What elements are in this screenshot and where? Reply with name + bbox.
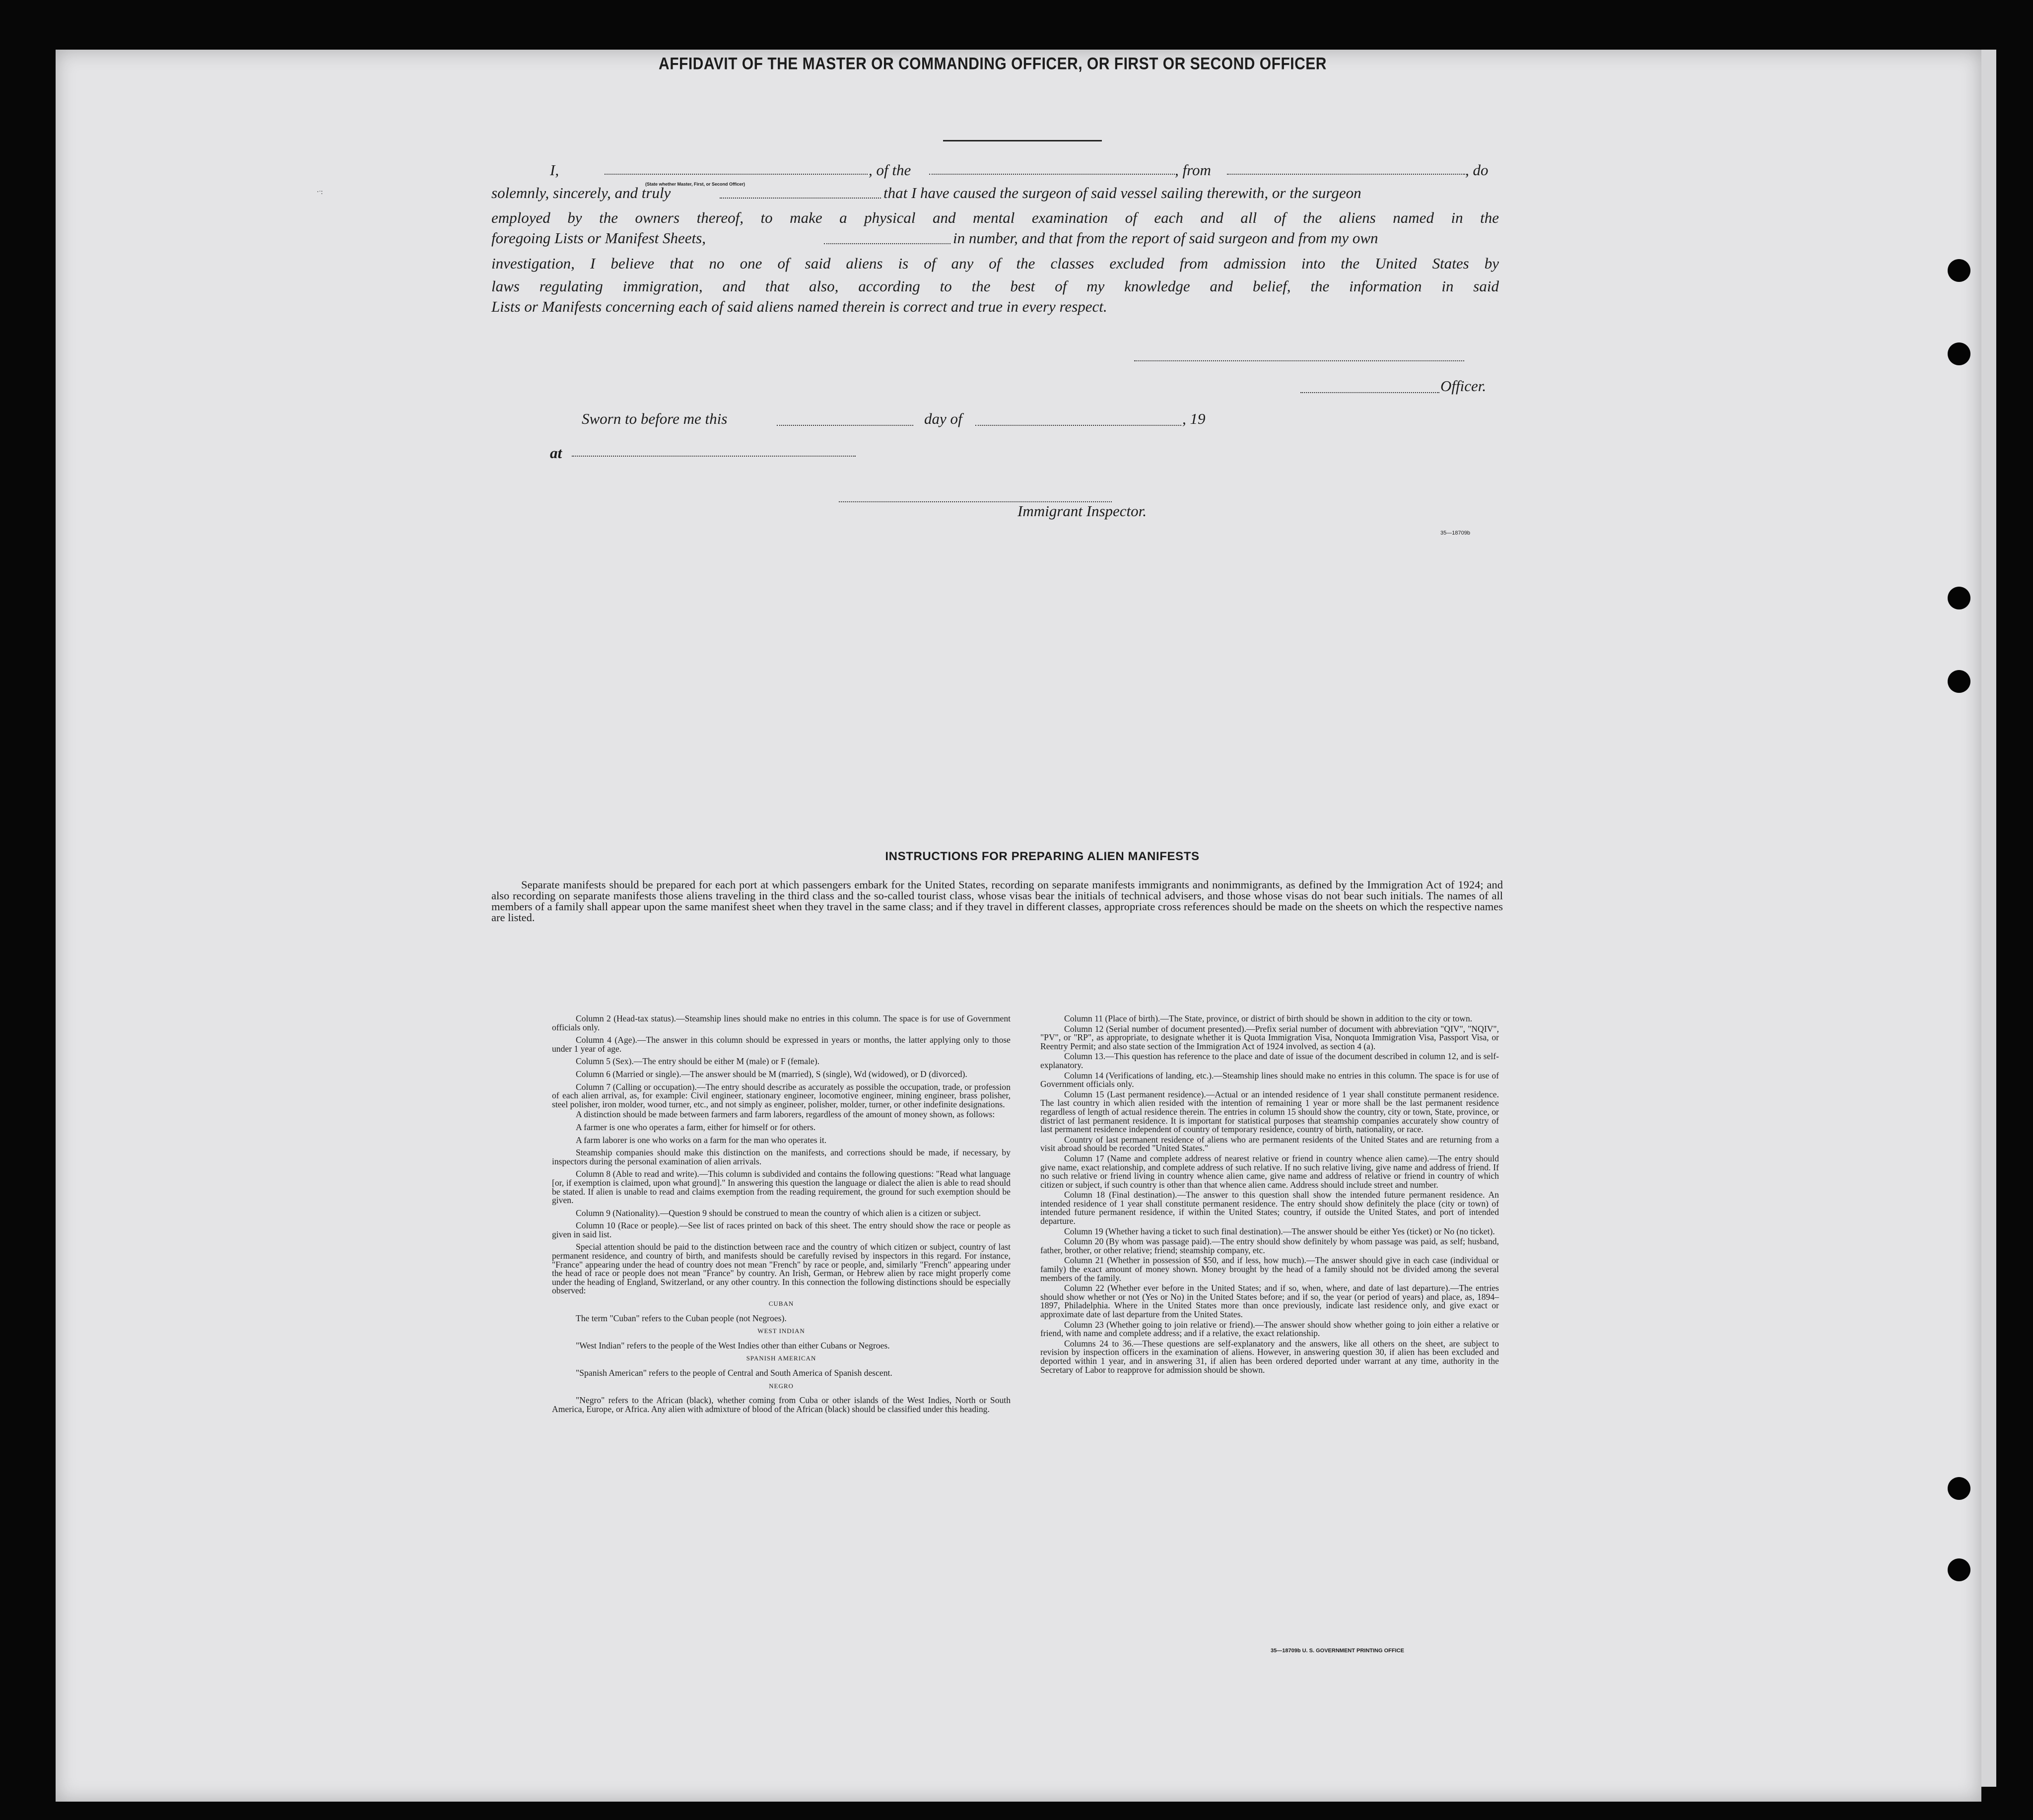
punch-hole [1948, 587, 1970, 609]
instruction-col17: Column 17 (Name and complete address of nearest relative or friend in country whence alien came).—The entry should give name, exact relationship, and complete address of such relative. If no such relative living, give name and address of friend. If no such relative or friend living in country whence alien came, give name and address of relative or friend in country of which citizen or subject, if such country is other than that whence alien came. Address should include street and number. [1040, 1153, 1499, 1190]
instruction-col24-36: Columns 24 to 36.—These questions are self-explanatory and the answers, like all others on the sheet, are subject to revision by inspection officers in the examination of aliens. However, in answering question 30, if alien has been excluded and deported within 1 year, and in answering 31, if alien has been ordered deported under warrant at any time, authority in the Secretary of Labor to reapprove for admission should be shown. [1040, 1338, 1499, 1375]
intro-paragraph: Separate manifests should be prepared for each port at which passengers embark for the United States, recording on separate manifests immigrants and nonimmigrants, as defined by the Immigration Act of 1924; and also recording on separate manifests those aliens traveling in the third class and the so-called tourist class, whose visas bear the initials of technical advisers, and those whose visas do not bear such initials. The names of all members of a family shall appear upon the same manifest sheet when they travel in the same class; and if they travel in different classes, appropriate cross references should be made on the sheets on which the respective names are listed. [491, 878, 1503, 924]
officer-label: Officer. [1440, 377, 1487, 395]
sworn-label: Sworn to before me this [582, 410, 728, 427]
officer-rank-note: (State whether Master, First, or Second Officer) [645, 182, 745, 187]
instruction-col9: Column 9 (Nationality).—Question 9 should be construed to mean the country of which alien is a citizen or subject. [576, 1208, 981, 1218]
instruction-col2: Column 2 (Head-tax status).—Steamship lines should make no entries in this column. The space is for use of Government officials only. [552, 1013, 1011, 1032]
affidavit-line5: investigation, I believe that no one of said aliens is of any of the classes excluded from admission into the United States by [491, 255, 1499, 272]
instruction-returning-residents: Country of last permanent residence of aliens who are permanent residents of the United States and are returning from a visit abroad should be recorded "United States." [1040, 1134, 1499, 1153]
officer-signature-line[interactable] [1134, 360, 1464, 361]
instruction-col5: Column 5 (Sex).—The entry should be either M (male) or F (female). [576, 1056, 820, 1067]
instruction-col21: Column 21 (Whether in possession of $50, and if less, how much).—The answer should give in each case (individual or family) the exact amount of money shown. Money brought by the head of a family should not be divided among the several members of the family. [1040, 1255, 1499, 1283]
affidavit-of-the: , of the [869, 161, 911, 179]
officer-title-line[interactable] [1300, 392, 1439, 393]
instruction-farmer: A farmer is one who operates a farm, either for himself or for others. [576, 1122, 816, 1132]
punch-hole [1948, 670, 1970, 693]
punch-hole [1948, 1477, 1970, 1500]
instruction-special-attention: Special attention should be paid to the distinction between race and the country of which citizen or subject, country of last permanent residence, and country of birth, and manifests should be carefully revised by inspectors in this regard. For instance, "France" appearing under the head of country does not mean "French" by race or people, and, similarly "French" appearing under the head of race or people does not mean "France" by country. An Irish, German, or Hebrew alien by race might properly come under the heading of England, Switzerland, or any other country. In this connection the following distinctions should be especially observed: [552, 1242, 1011, 1296]
instruction-col12: Column 12 (Serial number of document presented).—Prefix serial number of document with abbreviation "QIV", "NQIV", "PV", or "RP", as appropriate, to designate whether it is Quota Immigration Visa, Nonquota Immigration Visa, Passport Visa, or Reentry Permit; and also state section of the Immigration Act of 1924 involved, as section 4 (a). [1040, 1023, 1499, 1051]
instruction-col6: Column 6 (Married or single).—The answer should be M (married), S (single), Wd (widowed), or D (divorced). [576, 1069, 967, 1079]
affidavit-from: , from [1175, 161, 1211, 179]
port-blank[interactable] [1227, 174, 1465, 175]
affidavit-line2: that I have caused the surgeon of said vessel sailing therewith, or the surgeon [883, 184, 1361, 202]
day-of-label: day of [924, 410, 962, 427]
instruction-col18: Column 18 (Final destination).—The answer to this question shall show the intended future permanent residence. An intended residence of 1 year shall constitute permanent residence. The entry should show definitely the place (city or town) of intended future permanent residence, if within the United States; country, if outside the United States, and port of intended departure. [1040, 1190, 1499, 1226]
ink-speck: ·ˑ: [317, 189, 323, 196]
instruction-farm-distinction: A distinction should be made between farmers and farm laborers, regardless of the amount of money shown, as follows: [576, 1109, 995, 1120]
form-code: 35—18709b [1440, 530, 1470, 536]
instruction-col14: Column 14 (Verifications of landing, etc.).—Steamship lines should make no entries in this column. The space is for use of Government officials only. [1040, 1070, 1499, 1089]
at-label: at [550, 444, 562, 462]
sworn-day-blank[interactable] [777, 425, 913, 426]
instructions-title: INSTRUCTIONS FOR PREPARING ALIEN MANIFESTS [885, 850, 1200, 863]
affidavit-do: , do [1465, 161, 1489, 179]
instructions-left-column [552, 1014, 1011, 1417]
instruction-col8: Column 8 (Able to read and write).—This column is subdivided and contains the following questions: "Read what language [or, if exemption is claimed, upon what ground]." In answering this question the language or dialect the alien is able to read should be stated. If alien is unable to read and claims exemption from the reading requirement, the ground for such exemption should be given. [552, 1169, 1011, 1206]
instruction-col23: Column 23 (Whether going to join relative or friend).—The answer should show whether going to join either a relative or friend, with name and complete address; and if a relative, the exact relationship. [1040, 1319, 1499, 1339]
sheet-edge [1981, 50, 1996, 1787]
affidavit-i: I, [550, 161, 559, 179]
affidavit-title: AFFIDAVIT OF THE MASTER OR COMMANDING OFFICER, OR FIRST OR SECOND OFFICER [659, 54, 1327, 73]
vessel-blank[interactable] [929, 174, 1175, 175]
instruction-col22: Column 22 (Whether ever before in the United States; and if so, when, where, and date of last departure).—The entries should show whether or not (Yes or No) in the United States before; and if so, the year (or period of years) and place, as, 1894–1897, Philadelphia. Where in the United States more than once previously, indicate last residence only, and give exact or approximate date of last departure from the United States. [1040, 1283, 1499, 1319]
heading-west-indian: WEST INDIAN [757, 1327, 805, 1335]
printing-office-footer: 35—18709b U. S. GOVERNMENT PRINTING OFFICE [1271, 1648, 1404, 1654]
oath-blank[interactable] [720, 198, 881, 199]
text-cuban: The term "Cuban" refers to the Cuban people (not Negroes). [576, 1313, 787, 1323]
number-blank[interactable] [824, 243, 950, 244]
instruction-farm-laborer: A farm laborer is one who works on a farm for the man who operates it. [576, 1135, 827, 1145]
sworn-month-blank[interactable] [975, 425, 1181, 426]
instruction-col15: Column 15 (Last permanent residence).—Actual or an intended residence of 1 year shall constitute permanent residence. The last country in which alien resided with the intention of remaining 1 year or more shall be the last permanent residence regardless of length of actual residence therein. The entries in column 15 should show the country, city or town, State, province, or district of last permanent residence. It is important for statistical purposes that steamship companies accurately show country of last permanent residence independent of country of temporary residence, country of birth, nationality, or race. [1040, 1089, 1499, 1135]
title-rule [943, 140, 1102, 141]
punch-hole [1948, 1558, 1970, 1581]
heading-spanish-american: SPANISH AMERICAN [746, 1354, 816, 1362]
affidavit-foregoing: foregoing Lists or Manifest Sheets, [491, 229, 706, 247]
affidavit-line3: employed by the owners thereof, to make a physical and mental examination of each and all of the aliens named in the [491, 209, 1499, 226]
text-west-indian: "West Indian" refers to the people of the West Indies other than either Cubans or Negroes. [576, 1340, 890, 1350]
affidavit-solemnly: solemnly, sincerely, and truly [491, 184, 671, 202]
heading-cuban: CUBAN [768, 1300, 794, 1308]
affidavit-line6: laws regulating immigration, and that also, according to the best of my knowledge and belief, the information in said [491, 277, 1499, 295]
instruction-col19: Column 19 (Whether having a ticket to such final destination).—The answer should be either Yes (ticket) or No (no ticket). [1064, 1226, 1495, 1236]
instruction-col10: Column 10 (Race or people).—See list of races printed on back of this sheet. The entry should show the race or people as given in said list. [552, 1220, 1011, 1239]
instruction-col4: Column 4 (Age).—The answer in this column should be expressed in years or months, the latter applying only to those under 1 year of age. [552, 1035, 1011, 1054]
officer-rank-blank[interactable] [605, 174, 868, 175]
instructions-right-column [1040, 1014, 1499, 1376]
instruction-steamship: Steamship companies should make this distinction on the manifests, and corrections should be made, if necessary, by inspectors during the personal examination of alien arrivals. [552, 1147, 1011, 1166]
year-label: , 19 [1182, 410, 1206, 427]
instruction-col11: Column 11 (Place of birth).—The State, province, or district of birth should be shown in addition to the city or town. [1064, 1013, 1473, 1023]
instruction-col7: Column 7 (Calling or occupation).—The entry should describe as accurately as possible the occupation, trade, or profession of each alien arrival, as, for example: Civil engineer, stationary engineer, locomotive engineer, mining engineer, brass polisher, steel polisher, iron molder, wood turner, etc., and not simply as engineer, polisher, molder, turner, or other indefinite designations. [552, 1081, 1011, 1109]
instruction-col13: Column 13.—This question has reference to the place and date of issue of the document described in column 12, and is self-explanatory. [1040, 1051, 1499, 1070]
heading-negro: NEGRO [769, 1382, 794, 1390]
text-negro: "Negro" refers to the African (black), whether coming from Cuba or other islands of the West Indies, North or South America, Europe, or Africa. Any alien with admixture of blood of the African (black) should be classified under this heading. [552, 1395, 1011, 1414]
affidavit-line7: Lists or Manifests concerning each of said aliens named therein is correct and true in every respect. [491, 298, 1107, 315]
punch-hole [1948, 342, 1970, 365]
text-spanish-american: "Spanish American" refers to the people of Central and South America of Spanish descent. [576, 1368, 892, 1378]
inspector-label: Immigrant Inspector. [1017, 502, 1147, 520]
instructions-intro [491, 879, 1503, 923]
instruction-col20: Column 20 (By whom was passage paid).—The entry should show definitely by whom passage was paid, as self; husband, father, brother, or other relative; friend; steamship company, etc. [1040, 1236, 1499, 1255]
punch-hole [1948, 259, 1970, 282]
place-blank[interactable] [572, 456, 856, 457]
affidavit-line4: in number, and that from the report of said surgeon and from my own [953, 229, 1378, 247]
